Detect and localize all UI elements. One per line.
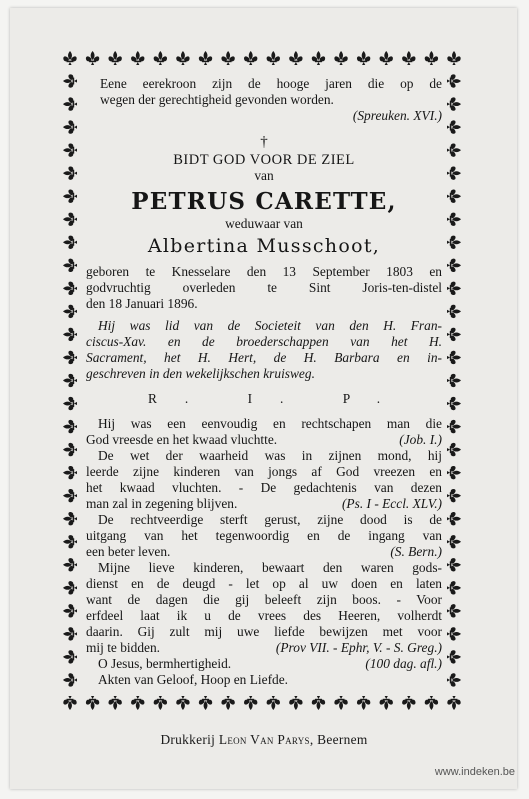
printer-imprint [86,732,442,748]
fleur-de-lis-icon [63,443,77,456]
fleur-de-lis-icon [63,213,77,226]
fleur-de-lis-icon [109,51,122,65]
fleur-de-lis-icon [199,696,212,710]
paragraph-3 [86,512,442,560]
fleur-de-lis-icon [244,696,257,710]
fleur-de-lis-icon [447,213,461,226]
fleur-de-lis-icon [447,167,461,180]
fleur-de-lis-icon [447,190,461,203]
fleur-de-lis-icon [312,51,325,65]
text-line: want de dagen die gij beleeft zijn boos. - Voor [86,592,442,607]
fleur-de-lis-icon [357,696,370,710]
fleur-de-lis-icon [199,51,212,65]
fleur-de-lis-icon [447,374,461,387]
card-text [86,76,442,698]
fleur-de-lis-icon [63,236,77,249]
text-line: daarin. Gij zult mij uwe liefde bewijzen met voor [86,624,442,639]
biography [86,264,442,312]
fleur-de-lis-icon [244,51,257,65]
fleur-de-lis-icon [357,51,370,65]
fleur-de-lis-icon [447,120,461,133]
fleur-de-lis-icon [312,696,325,710]
fleur-de-lis-icon [447,328,461,341]
text-line-with-source [86,544,442,560]
spouse-name: Albertina Musschoot, [147,235,381,257]
paragraph-4 [86,560,442,656]
fleur-de-lis-icon [267,696,280,710]
fleur-de-lis-icon [334,51,347,65]
fleur-de-lis-icon [267,51,280,65]
bio-line: geboren te Knesselare den 13 September 1803 en [86,264,442,279]
epigraph-line: wegen der gerechtigheid gevonden worden. [100,92,334,107]
fleur-de-lis-icon [63,558,77,571]
prayer-heading: BIDT GOD VOOR DE ZIEL [173,152,355,168]
fleur-de-lis-icon [154,696,167,710]
fleur-de-lis-icon [447,305,461,318]
fleur-de-lis-icon [63,489,77,502]
fleur-de-lis-icon [380,51,393,65]
fleur-de-lis-icon [447,604,461,617]
fleur-de-lis-icon [63,696,76,710]
fleur-de-lis-icon [447,51,460,65]
text-line: erfdeel laat ik u de vrees des Heeren, volherdt [86,608,442,623]
fleur-de-lis-icon [63,673,77,686]
text-line-with-source [86,640,442,656]
bio-line: den 18 Januari 1896. [86,296,198,311]
printer-town: Beernem [317,732,368,747]
text-line: De rechtveerdige sterft gerust, zijne dood is de [98,512,442,527]
fleur-de-lis-icon [63,650,77,663]
fleur-de-lis-icon [63,420,77,433]
fleur-de-lis-icon [63,74,77,87]
fleur-de-lis-icon [425,51,438,65]
fleur-de-lis-icon [447,282,461,295]
membership [86,318,442,382]
fleur-de-lis-icon [63,259,77,272]
fleur-de-lis-icon [63,604,77,617]
fleur-de-lis-icon [289,696,302,710]
fleur-de-lis-icon [63,581,77,594]
fleur-de-lis-icon [131,696,144,710]
fleur-de-lis-icon [447,397,461,410]
fleur-de-lis-icon [447,443,461,456]
text-line-with-source [86,496,442,512]
fleur-de-lis-icon [447,558,461,571]
fleur-de-lis-icon [131,51,144,65]
printer-name: Leon Van Parys, [218,732,314,747]
membership-line: Sacrament, het H. Hert, de H. Barbara en in- [86,350,442,365]
fleur-de-lis-icon [447,259,461,272]
fleur-de-lis-icon [63,466,77,479]
ejaculation-prayer: O Jesus, bermhertigheid. [98,656,232,671]
fleur-de-lis-icon [447,512,461,525]
fleur-de-lis-icon [380,696,393,710]
fleur-de-lis-icon [63,97,77,110]
fleur-de-lis-icon [176,696,189,710]
text-line: De wet der waarheid was in zijnen mond, hij [98,448,442,463]
fleur-de-lis-icon [402,51,415,65]
widower-label: weduwaar van [225,216,303,231]
fleur-de-lis-icon [289,51,302,65]
text-line-with-source [86,432,442,448]
fleur-de-lis-icon [154,51,167,65]
text-line: man zal in zegening blijven. [86,496,238,511]
fleur-de-lis-icon [447,535,461,548]
text-line: Hij was een eenvoudig en rechtschapen man die [98,416,442,431]
fleur-de-lis-icon [221,51,234,65]
membership-line: geschreven in den wekelijkschen kruisweg. [86,366,315,381]
fleur-de-lis-icon [63,143,77,156]
paragraph-2 [86,448,442,512]
fleur-de-lis-icon [221,696,234,710]
text-line: uitgang van het tegenwoordig en de ingang van [86,528,442,543]
fleur-de-lis-icon [63,282,77,295]
printer-prefix: Drukkerij [160,732,216,747]
acts-line: Akten van Geloof, Hoop en Liefde. [98,672,289,687]
fleur-de-lis-icon [334,696,347,710]
fleur-de-lis-icon [63,627,77,640]
fleur-de-lis-icon [63,190,77,203]
fleur-de-lis-icon [63,535,77,548]
epigraph-source: (Spreuken. XVI.) [352,108,442,123]
epigraph [86,76,442,124]
text-line: dienst en de deugd - let op al uw doen en laten [86,576,442,591]
scripture-source: (Job. I.) [399,432,442,447]
fleur-de-lis-icon [86,696,99,710]
fleur-de-lis-icon [447,627,461,640]
fleur-de-lis-icon [447,581,461,594]
fleur-de-lis-icon [63,351,77,364]
fleur-de-lis-icon [63,374,77,387]
fleur-de-lis-icon [63,397,77,410]
text-line: leerde zijne kinderen van jongs af God vreezen en [86,464,442,479]
fleur-de-lis-icon [447,420,461,433]
fleur-de-lis-icon [447,650,461,663]
fleur-de-lis-icon [109,696,122,710]
indulgence-note: (100 dag. afl.) [365,656,442,671]
fleur-de-lis-icon [447,696,460,710]
scripture-source: (Prov VII. - Ephr, V. - S. Greg.) [275,640,442,655]
scripture-source: (Ps. I - Eccl. XLV.) [341,496,442,511]
paragraph-1 [86,416,442,448]
fleur-de-lis-icon [447,97,461,110]
fleur-de-lis-icon [402,696,415,710]
scripture-source: (S. Bern.) [390,544,442,559]
fleur-de-lis-icon [447,236,461,249]
text-line: Mijne lieve kinderen, bewaart den waren gods- [98,560,442,575]
fleur-de-lis-icon [447,351,461,364]
membership-line: Hij was lid van de Societeit van den H. Fran- [98,318,442,333]
prayer-line [86,656,442,672]
text-line: een beter leven. [86,544,171,559]
fleur-de-lis-icon [447,466,461,479]
fleur-de-lis-icon [425,696,438,710]
fleur-de-lis-icon [63,305,77,318]
fleur-de-lis-icon [447,143,461,156]
bio-line: godvruchtig overleden te Sint Joris-ten-distel [86,280,442,295]
van-label: van [254,168,274,183]
fleur-de-lis-icon [447,489,461,502]
text-line: mij te bidden. [86,640,161,655]
fleur-de-lis-icon [63,512,77,525]
fleur-de-lis-icon [63,328,77,341]
text-line: God vreesde en het kwaad vluchtte. [86,432,278,447]
rip-label: R. I. P. [147,391,409,406]
text-line: het kwaad vluchten. - De gedachtenis van dezen [86,480,442,495]
deceased-name: PETRUS CARETTE, [131,188,397,215]
fleur-de-lis-icon [63,167,77,180]
fleur-de-lis-icon [447,74,461,87]
epigraph-line: Eene eerekroon zijn de hooge jaren die op de [100,76,442,91]
membership-line: ciscus-Xav. en de broederschappen van het H. [86,334,442,349]
fleur-de-lis-icon [63,120,77,133]
fleur-de-lis-icon [176,51,189,65]
fleur-de-lis-icon [447,673,461,686]
watermark: www.indeken.be [434,766,515,778]
fleur-de-lis-icon [86,51,99,65]
cross-icon: † [260,134,268,150]
fleur-de-lis-icon [63,51,76,65]
